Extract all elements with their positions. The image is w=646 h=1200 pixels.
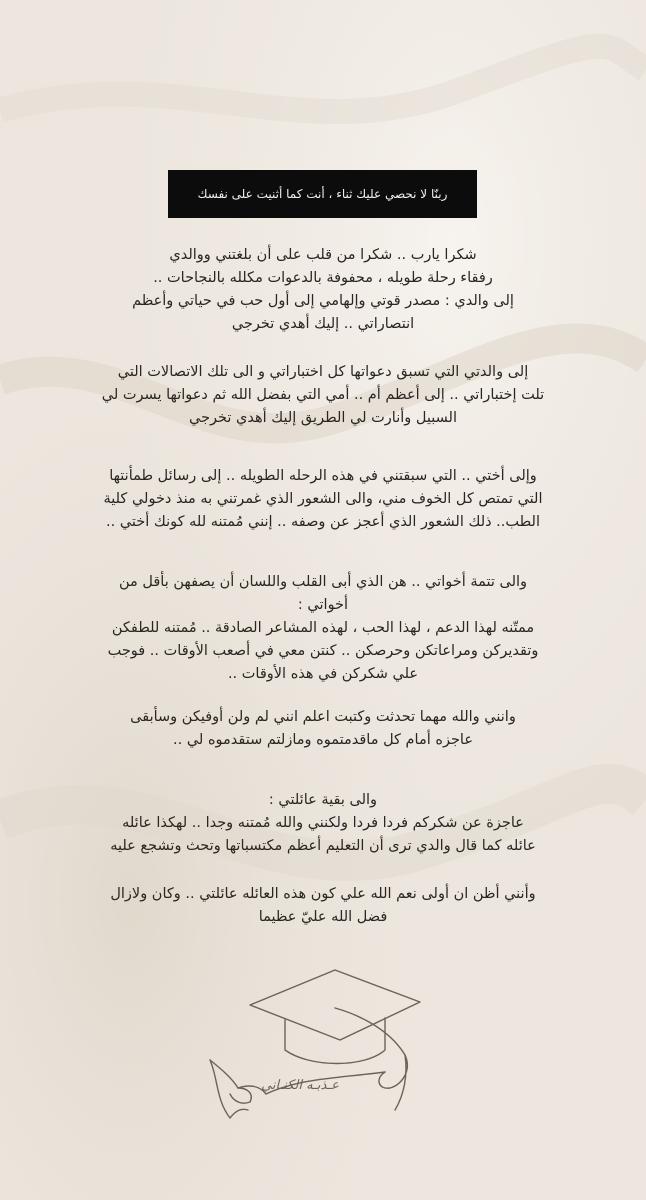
- stanza-closing: [55, 883, 591, 929]
- stanza-parents: [55, 244, 591, 336]
- stanza-friends: [55, 571, 591, 686]
- letter-line: علي شكركن في هذه الأوقات ..: [227, 666, 419, 682]
- letter-line: السبيل وأنارت لي الطريق إليك أهدي تخرجي: [188, 410, 457, 426]
- verse-banner: [168, 170, 477, 218]
- stanza-mother: [55, 361, 591, 430]
- letter-line: تلت إختباراتي .. إلى أعظم أم .. أمي التي بفضل الله ثم دعواتها يسرت لي: [101, 387, 545, 403]
- stanza-promise: [55, 706, 591, 752]
- letter-line: وإلى أختي .. التي سبقتني في هذه الرحله الطويله .. إلى رسائل طمأنتها: [109, 468, 537, 484]
- letter-line: عاجزة عن شكركم فردا فردا ولكنني والله مُمتنه وجدا .. لهكذا عائله: [122, 815, 524, 831]
- letter-line: وانني والله مهما تحدثت وكتبت اعلم انني لم ولن أوفيكن وسأبقى: [130, 709, 516, 725]
- letter-line: الطب.. ذلك الشعور الذي أعجز عن وصفه .. إنني مُمتنه لله كونك أختي ..: [106, 514, 540, 530]
- letter-line: إلى والدتي التي تسبق دعواتها كل اختباراتي و الى تلك الاتصالات التي: [117, 364, 529, 380]
- verse-text: ربنّا لا نحصي عليك ثناء ، أنت كما أثنيت على نفسك: [197, 187, 448, 201]
- gratitude-letter: [55, 244, 591, 929]
- stanza-family: [55, 789, 591, 858]
- letter-line: إلى والدي : مصدر قوتي وإلهامي إلى أول حب في حياتي وأعظم: [132, 293, 514, 309]
- graduation-cap-line-art-icon: [190, 960, 510, 1130]
- stanza-sister: [55, 465, 591, 534]
- letter-line: عائله كما قال والدي ترى أن التعليم أعظم مكتسباتها وتحث وتشجع عليه: [110, 838, 536, 854]
- letter-line: التي تمتص كل الخوف مني، والى الشعور الذي غمرتني به منذ دخولي كلية: [103, 491, 543, 507]
- letter-line: وأنني أظن ان أولى نعم الله علي كون هذه العائله عائلتي .. وكان ولازال: [110, 886, 536, 902]
- letter-line: انتصاراتي .. إليك أهدي تخرجي: [231, 316, 415, 332]
- letter-line: والى بقية عائلتي :: [268, 792, 378, 808]
- letter-line: فضل الله عليّ عظيما: [258, 909, 388, 925]
- letter-line: وتقديركن ومراعاتكن وحرصكن .. كنتن معي في أصعب الأوقات .. فوجب: [107, 643, 539, 659]
- letter-line: شكرا يارب .. شكرا من قلب على أن بلغتني ووالدي: [169, 247, 477, 263]
- letter-line: أخواتي :: [297, 597, 349, 613]
- letter-line: والى تتمة أخواتي .. هن الذي أبى القلب واللسان أن يصفهن بأقل من: [118, 574, 528, 590]
- letter-line: رفقاء رحلة طويله ، محفوفة بالدعوات مكلله بالنجاحات ..: [153, 270, 493, 286]
- letter-line: عاجزه أمام كل ماقدمتموه ومازلتم ستقدموه لي ..: [173, 732, 473, 748]
- signature: عـذبـه الكنـاني: [261, 1078, 339, 1093]
- letter-line: ممتّنه لهذا الدعم ، لهذا الحب ، لهذه المشاعر الصادقة .. مُمتنه للطفكن: [111, 620, 535, 636]
